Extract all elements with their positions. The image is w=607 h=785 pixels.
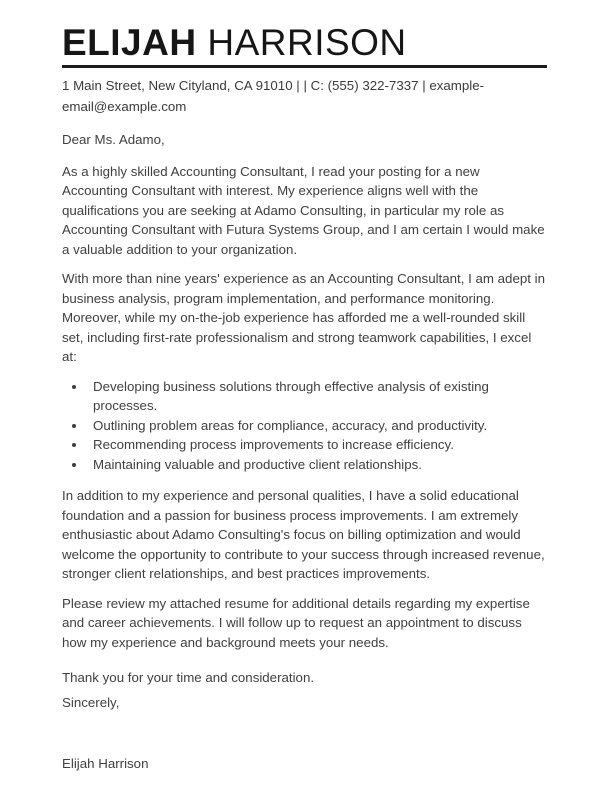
paragraph-education: In addition to my experience and personal qualities, I have a solid educational foundation and a passion for business process improvements. I am extremely enthusiastic about Adamo Consulting's focus on billing optimization and would welcome the opportunity to contribute to your success through increased revenue, stronger client relationships, and best practices improvements. <box>62 488 545 581</box>
skill-item: • Developing business solutions through effective analysis of existing processes. <box>87 377 547 416</box>
skill-item: • Maintaining valuable and productive client relationships. <box>87 455 547 475</box>
paragraph-followup: Please review my attached resume for additional details regarding my expertise and career achievements. I will follow up to request an appointment to discuss how my experience and background meets your needs. <box>62 595 530 650</box>
contact-line-2: email@example.com <box>62 99 187 114</box>
header-divider <box>62 65 547 68</box>
letter-header <box>62 24 547 117</box>
applicant-last-name: HARRISON <box>207 22 407 63</box>
contact-line-1: 1 Main Street, New Cityland, CA 91010 | | C: (555) 322-7337 | example- <box>62 78 485 93</box>
applicant-first-name: ELIJAH <box>62 22 197 63</box>
signature-name: Elijah Harrison <box>62 756 149 771</box>
thank-you-line: Thank you for your time and consideration. <box>62 670 315 685</box>
signoff-line: Sincerely, <box>62 694 120 710</box>
skill-item: • Recommending process improvements to increase efficiency. <box>87 435 547 455</box>
paragraph-experience: With more than nine years' experience as an Accounting Consultant, I am adept in business analysis, program implementation, and performance monitoring. Moreover, while my on-the-job experience has afforded me a well-rounded skill set, including first-rate professionalism and strong teamwork capabilities, I excel at: <box>62 271 545 364</box>
greeting: Dear Ms. Adamo, <box>62 132 165 147</box>
skills-list <box>62 377 547 475</box>
contact-info <box>62 75 547 117</box>
paragraph-intro: As a highly skilled Accounting Consultant, I read your posting for a new Accounting Consultant with interest. My experience aligns well with the qualifications you are seeking at Adamo Consulting, in particular my role as Accounting Consultant with Futura Systems Group, and I am certain I would make a valuable addition to your organization. <box>62 163 545 257</box>
skill-item: • Outlining problem areas for compliance, accuracy, and productivity. <box>87 416 547 436</box>
applicant-name <box>62 24 547 62</box>
letter-body <box>62 130 547 774</box>
